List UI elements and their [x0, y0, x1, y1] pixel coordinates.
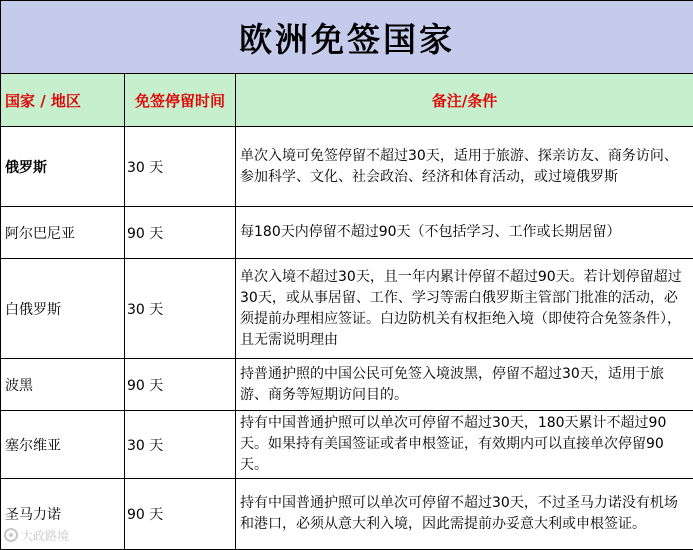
note-cell: 单次入境可免签停留不超过30天，适用于旅游、探亲访友、商务访问、参加科学、文化、社会政治、经济和体育活动，或过境俄罗斯 [236, 127, 693, 207]
stay-cell: 30 天 [125, 127, 236, 207]
table-row [1, 259, 693, 359]
stay-cell: 30 天 [125, 411, 236, 479]
header-row [1, 74, 693, 127]
watermark-text: 大政路境 [21, 527, 69, 544]
table-row [1, 411, 693, 479]
stay-cell: 90 天 [125, 359, 236, 411]
table-row [1, 207, 693, 259]
country-cell: 白俄罗斯 [1, 259, 125, 359]
table-row [1, 479, 693, 550]
page-title: 欧洲免签国家 [239, 20, 455, 59]
country-cell: 波黑 [1, 359, 125, 411]
stay-cell: 90 天 [125, 207, 236, 259]
stay-cell: 90 天 [125, 479, 236, 550]
note-cell: 持有中国普通护照可以单次可停留不超过30天，不过圣马力诺没有机场和港口，必须从意大利入境，因此需提前办妥意大利或申根签证。 [236, 479, 693, 550]
note-cell: 持普通护照的中国公民可免签入境波黑，停留不超过30天，适用于旅游、商务等短期访问目的。 [236, 359, 693, 411]
stay-cell: 30 天 [125, 259, 236, 359]
header-region: 国家 / 地区 [1, 74, 125, 127]
country-cell: 俄罗斯 [1, 127, 125, 207]
watermark [4, 524, 69, 546]
header-stay: 免签停留时间 [125, 74, 236, 127]
country-cell: 阿尔巴尼亚 [1, 207, 125, 259]
table-row [1, 127, 693, 207]
note-cell: 每180天内停留不超过90天（不包括学习、工作或长期居留） [236, 207, 693, 259]
note-cell: 持有中国普通护照可以单次可停留不超过30天，180天累计不超过90天。如果持有美国签证或者申根签证，有效期内可以直接单次停留90天。 [236, 411, 693, 479]
table-row [1, 359, 693, 411]
country-cell: 圣马力诺 [1, 479, 125, 550]
country-cell: 塞尔维亚 [1, 411, 125, 479]
note-cell: 单次入境不超过30天，且一年内累计停留不超过90天。若计划停留超过30天，或从事居留、工作、学习等需白俄罗斯主管部门批准的活动，必须提前办理相应签证。白边防机关有权拒绝入境（即使符合免签条件），且无需说明理由 [236, 259, 693, 359]
title-cell [1, 1, 693, 74]
watermark-logo-icon [4, 528, 18, 542]
header-notes: 备注/条件 [236, 74, 693, 127]
